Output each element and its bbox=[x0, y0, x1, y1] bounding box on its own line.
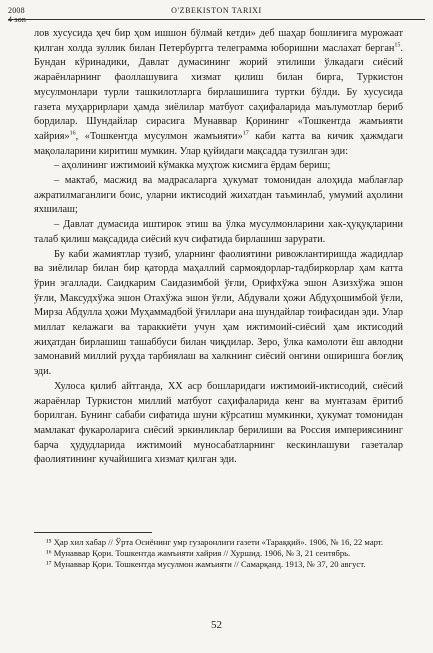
main-text bbox=[34, 27, 403, 468]
header-issue: 4 son bbox=[8, 15, 27, 24]
paragraph-1-part-b: . Бундан кўринадики, Давлат думасининг жорий этилиши ўлкадаги сиёсий жараёнларнинг фаоллашувига хизмат қилиш билан бирга, Туркистон мусулмонлари турли ташкилотларга бирлашишига туртки бўлди. Бу хусусида газета муҳаррирлари ҳамда зиёлилар матбуот саҳифаларида маълумотлар бериб бордилар. Шундайлар сирасига Мунаввар Қорининг «Тошкентда жамъияти хайрия» bbox=[34, 42, 403, 142]
paragraph-3: Хулоса қилиб айтганда, XX аср бошларидаги ижтимоий-иктисодий, сиёсий жараёнлар Туркистон миллий матбуот саҳифаларида кенг ва мунтазам ёритиб борилган. Бунинг сабаби сифатида шуни кўрсатиш мумкинки, ҳукумат томонидан мамлакат фукароларига сиёсий эркинликлар берилиши ва Россия империясининг барча ҳудудларида ижтимоий муносабатларнинг кескинлашуви газеталар фаолиятининг кучайишига хизмат қилган эди. bbox=[34, 380, 403, 466]
paragraph-2: Бу каби жамиятлар тузиб, уларнинг фаолиятини ривожлантиришда жадидлар ва зиёлилар билан бир қаторда маҳаллий сармоядорлар-тадбиркорлар ҳам катта ўрин эгаллади. Саидкарим Саидазимбой ўғли, Орифхўжа эшон Азизхўжа эшон ўғли, Максудхўжа эшон Отахўжа эшон ўғли, Абдували ҳожи Абдуҳошимбой ўғли, Мирза Абдулла ҳожи Муҳаммадбой ўғиллари ана шундайлар тоифасидан эди. Улар миллат келажаги ва тараккиёти учун ҳам ижтимоий-сиёсий ҳам иктисодий жиҳатдан бирлашиш ташаббуси билан чиқдилар. Зеро, ўлка камолоти ёш авлодни замонавий миллий руҳда тарбиялаш ва халкнинг сиёсий онгини оширишга боғлиқ эди. bbox=[34, 248, 403, 378]
paragraph-1-part-c: , «Тошкентда мусулмон жамъияти» bbox=[75, 130, 243, 142]
footnote-ref-17: 17 bbox=[242, 130, 249, 137]
list-item-1: – аҳолининг ижтимоий кўмакка муҳтож кисмига ёрдам бериш; bbox=[54, 160, 331, 172]
paragraph-1-part-a: лов хусусида ҳеч бир ҳом ишшон бўлмай кетди» деб шаҳар бошлиғига мурожаат қилган холда зуллик билан Петербургга телеграмма юборишни маслахат берган bbox=[34, 28, 403, 54]
running-header-title: O'ZBEKISTON TARIXI bbox=[171, 6, 262, 15]
footnote-15: ¹⁵ Ҳар хил хабар // Ўрта Осиёнинг умр гузаронлиги газети «Тараққий». 1906, № 16, 22 март. bbox=[46, 537, 384, 547]
footnotes bbox=[34, 537, 403, 571]
header-divider bbox=[8, 19, 425, 20]
footnote-ref-15: 15 bbox=[394, 42, 401, 49]
page-number: 52 bbox=[211, 619, 222, 631]
paragraph-1 bbox=[34, 27, 403, 159]
list-item-2: – мактаб, масжид ва мадрасаларга ҳукумат томонидан алоҳида маблағлар ажратилмаганлиги боис, уларни иктисодий жихатдан таъминлаб, умумий аҳолини яхшилаш; bbox=[34, 175, 403, 216]
list-item-3: – Давлат думасида иштирок этиш ва ўлка мусулмонларини хак-ҳуқуқларини талаб қилиш мақсадида сиёсий куч сифатида бирлашиш зарурати. bbox=[34, 219, 403, 245]
footnote-divider bbox=[34, 532, 152, 533]
paragraph-1-part-d: каби катта ва кичик ҳажмдаги мақолаларини киритиш мумкин. Улар қуйидаги мақсадда тузилган эди: bbox=[34, 130, 403, 157]
footnote-17: ¹⁷ Мунаввар Қори. Тошкентда мусулмон жамъияти // Самарқанд. 1913, № 37, 20 август. bbox=[46, 559, 366, 570]
footnote-16: ¹⁶ Мунаввар Қори. Тошкентда жамъияти хайрия // Хуршид. 1906, № 3, 21 сентябрь. bbox=[46, 548, 351, 559]
footnote-ref-16: 16 bbox=[69, 130, 76, 137]
header-year: 2008 bbox=[8, 6, 25, 15]
